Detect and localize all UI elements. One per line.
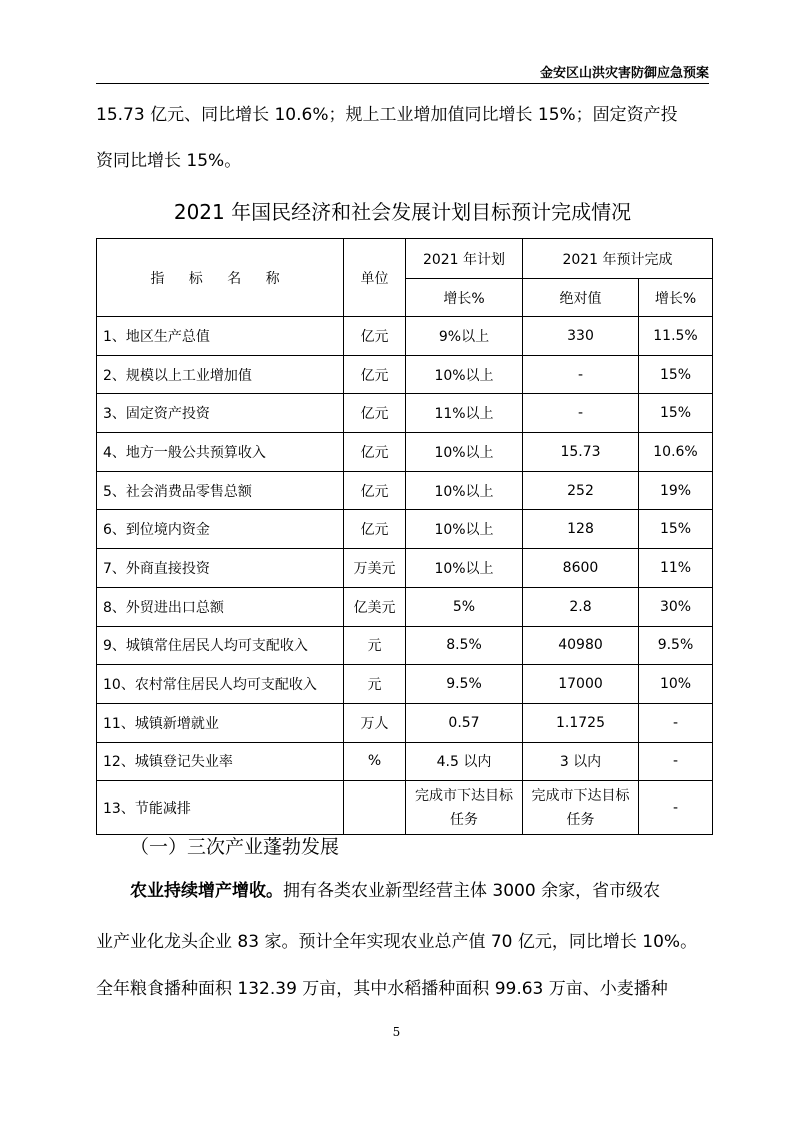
table-row xyxy=(97,394,713,433)
unit-cell: 亿元 xyxy=(344,355,406,394)
forecast-growth-cell: 10% xyxy=(639,665,713,704)
unit-cell: 元 xyxy=(344,626,406,665)
absolute-value-cell: 1.1725 xyxy=(523,703,639,742)
plan-growth-cell: 5% xyxy=(406,587,523,626)
absolute-value-cell: 3 以内 xyxy=(523,742,639,781)
section-paragraph-line-1 xyxy=(96,880,709,902)
section-heading: （一）三次产业蓬勃发展 xyxy=(130,836,340,858)
table-row xyxy=(97,355,713,394)
section-paragraph-line-2: 业产业化龙头企业 83 家。预计全年实现农业总产值 70 亿元，同比增长 10%。 xyxy=(96,932,698,952)
plan-growth-cell: 4.5 以内 xyxy=(406,742,523,781)
indicator-name-cell: 8、外贸进出口总额 xyxy=(97,587,344,626)
plan-growth-cell: 10%以上 xyxy=(406,549,523,588)
absolute-value-cell: - xyxy=(523,355,639,394)
absolute-value-cell: 330 xyxy=(523,317,639,356)
absolute-value-cell: 252 xyxy=(523,471,639,510)
indicator-name-cell: 10、农村常住居民人均可支配收入 xyxy=(97,665,344,704)
table-title: 2021 年国民经济和社会发展计划目标预计完成情况 xyxy=(173,200,632,224)
document-header: 金安区山洪灾害防御应急预案 xyxy=(539,66,709,81)
table-row xyxy=(97,742,713,781)
plan-growth-cell: 10%以上 xyxy=(406,355,523,394)
table-row xyxy=(97,626,713,665)
unit-cell: 亿元 xyxy=(344,394,406,433)
indicator-name-cell: 13、节能减排 xyxy=(97,781,344,835)
absolute-value-cell: 17000 xyxy=(523,665,639,704)
header-growth: 增长% xyxy=(639,279,713,317)
unit-cell: 亿元 xyxy=(344,317,406,356)
indicator-name-cell: 2、规模以上工业增加值 xyxy=(97,355,344,394)
intro-line-1: 15.73 亿元、同比增长 10.6%；规上工业增加值同比增长 15%；固定资产投 xyxy=(96,105,678,125)
section-paragraph-line-3: 全年粮食播种面积 132.39 万亩，其中水稻播种面积 99.63 万亩、小麦播种 xyxy=(96,979,668,999)
line-1-rest: 拥有各类农业新型经营主体 3000 余家，省市级农 xyxy=(283,881,661,901)
header-plan: 2021 年计划 xyxy=(406,239,523,279)
table-row xyxy=(97,587,713,626)
header-absolute: 绝对值 xyxy=(523,279,639,317)
forecast-growth-cell: 15% xyxy=(639,355,713,394)
plan-growth-cell: 完成市下达目标任务 xyxy=(406,781,523,835)
absolute-value-cell: 8600 xyxy=(523,549,639,588)
forecast-growth-cell: - xyxy=(639,703,713,742)
forecast-growth-cell: 10.6% xyxy=(639,433,713,472)
plan-growth-cell: 8.5% xyxy=(406,626,523,665)
table-row xyxy=(97,471,713,510)
plan-growth-cell: 9.5% xyxy=(406,665,523,704)
unit-cell: 亿元 xyxy=(344,471,406,510)
unit-cell: % xyxy=(344,742,406,781)
indicator-name-cell: 3、固定资产投资 xyxy=(97,394,344,433)
intro-line-2: 资同比增长 15%。 xyxy=(96,151,242,171)
forecast-growth-cell: 9.5% xyxy=(639,626,713,665)
header-indicator-name: 指 标 名 称 xyxy=(97,239,344,317)
table-row xyxy=(97,510,713,549)
unit-cell: 亿元 xyxy=(344,510,406,549)
plan-growth-cell: 10%以上 xyxy=(406,510,523,549)
forecast-growth-cell: 30% xyxy=(639,587,713,626)
indicator-name-cell: 1、地区生产总值 xyxy=(97,317,344,356)
table-row xyxy=(97,703,713,742)
page-number: 5 xyxy=(392,1025,401,1039)
indicator-name-cell: 5、社会消费品零售总额 xyxy=(97,471,344,510)
forecast-growth-cell: - xyxy=(639,742,713,781)
bold-lead: 农业持续增产增收。 xyxy=(130,881,283,901)
plan-growth-cell: 0.57 xyxy=(406,703,523,742)
unit-cell: 亿美元 xyxy=(344,587,406,626)
header-plan-growth: 增长% xyxy=(406,279,523,317)
plan-growth-cell: 10%以上 xyxy=(406,471,523,510)
indicator-name-cell: 7、外商直接投资 xyxy=(97,549,344,588)
plan-growth-cell: 11%以上 xyxy=(406,394,523,433)
absolute-value-cell: 2.8 xyxy=(523,587,639,626)
unit-cell: 元 xyxy=(344,665,406,704)
table-row xyxy=(97,433,713,472)
unit-cell: 万人 xyxy=(344,703,406,742)
unit-cell: 亿元 xyxy=(344,433,406,472)
indicator-table xyxy=(96,238,713,835)
table-row xyxy=(97,549,713,588)
forecast-growth-cell: - xyxy=(639,781,713,835)
table-row xyxy=(97,317,713,356)
table-row xyxy=(97,665,713,704)
forecast-growth-cell: 11% xyxy=(639,549,713,588)
absolute-value-cell: 15.73 xyxy=(523,433,639,472)
indicator-name-cell: 12、城镇登记失业率 xyxy=(97,742,344,781)
indicator-name-cell: 11、城镇新增就业 xyxy=(97,703,344,742)
forecast-growth-cell: 11.5% xyxy=(639,317,713,356)
indicator-name-cell: 9、城镇常住居民人均可支配收入 xyxy=(97,626,344,665)
header-unit: 单位 xyxy=(344,239,406,317)
absolute-value-cell: - xyxy=(523,394,639,433)
forecast-growth-cell: 15% xyxy=(639,510,713,549)
header-forecast: 2021 年预计完成 xyxy=(523,239,713,279)
unit-cell xyxy=(344,781,406,835)
forecast-growth-cell: 15% xyxy=(639,394,713,433)
header-rule xyxy=(96,83,709,84)
indicator-name-cell: 6、到位境内资金 xyxy=(97,510,344,549)
forecast-growth-cell: 19% xyxy=(639,471,713,510)
absolute-value-cell: 完成市下达目标任务 xyxy=(523,781,639,835)
absolute-value-cell: 40980 xyxy=(523,626,639,665)
indicator-name-cell: 4、地方一般公共预算收入 xyxy=(97,433,344,472)
table-row xyxy=(97,781,713,835)
plan-growth-cell: 9%以上 xyxy=(406,317,523,356)
plan-growth-cell: 10%以上 xyxy=(406,433,523,472)
absolute-value-cell: 128 xyxy=(523,510,639,549)
unit-cell: 万美元 xyxy=(344,549,406,588)
